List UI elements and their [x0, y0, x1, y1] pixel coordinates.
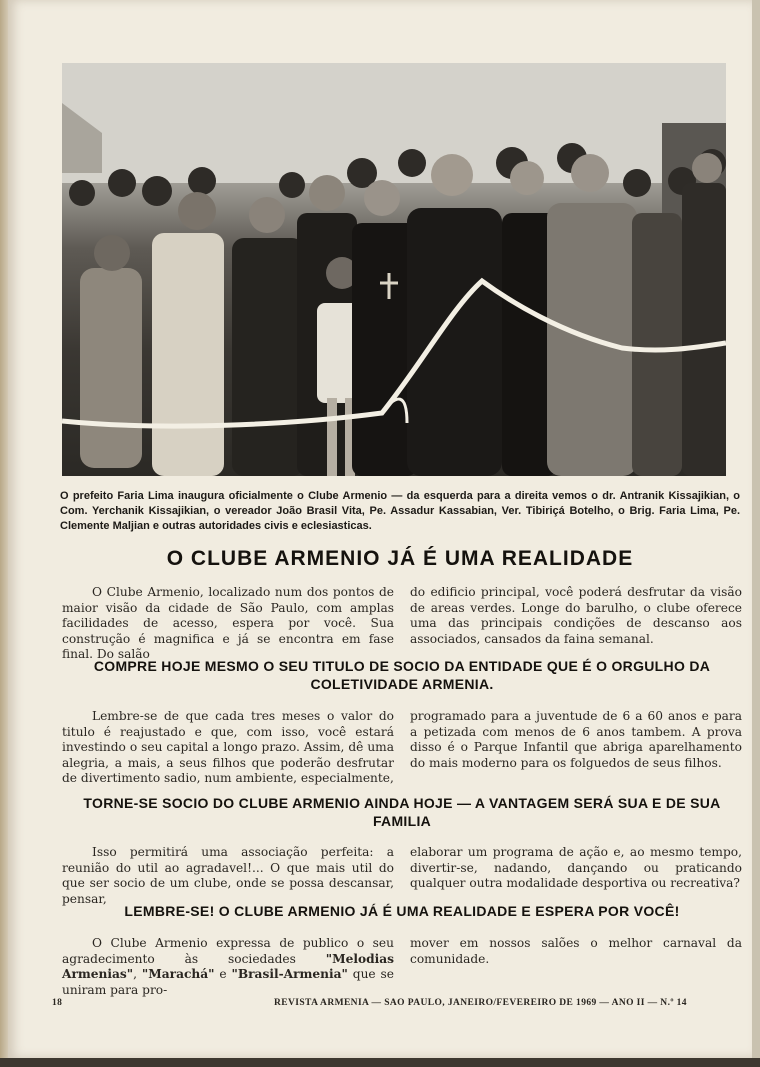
section-4-right-column — [410, 936, 742, 998]
text-span: e — [214, 967, 232, 981]
paragraph: Lembre-se de que cada tres meses o valor do titulo é reajustado e que, com isso, você estará investindo o seu capital a longo prazo. Assim, dê uma alegria, a mais, a seus filhos que poderão desfrutar de divertimento sadio, num ambiente, especialmente, — [62, 709, 394, 785]
paragraph: O Clube Armenio, localizado num dos pontos de maior visão da cidade de São Paulo, com amplas facilidades de acesso, espera por você. Sua construção é magnifica e já se encontra em fase final. Do salão — [62, 585, 394, 661]
photo-illustration — [62, 63, 726, 476]
subheading-2: TORNE-SE SOCIO DO CLUBE ARMENIO AINDA HOJE — A VANTAGEM SERÁ SUA E DE SUA FAMILIA — [83, 795, 721, 829]
paragraph: Isso permitirá uma associação perfeita: a reunião do util ao agradavel!... O que mais util do que ser socio de um clube, onde se possa descansar, pensar, — [62, 845, 394, 906]
society-name: "Melodias Armenias" — [62, 951, 394, 981]
section-3-left-column — [62, 845, 394, 907]
section-4-left-column — [62, 936, 394, 998]
photo-caption: O prefeito Faria Lima inaugura oficialmente o Clube Armenio — da esquerda para a direita vemos o dr. Antranik Kissajikian, o Com. Yerchanik Kissajikian, o vereador João Brasil Vita, Pe. Assadur Kassabian, Ver. Tibiriçá Botelho, o Brig. Faria Lima, Pe. Clemente Maljian e outras autoridades civis e eclesiasticas. — [60, 490, 740, 532]
society-name: "Marachá" — [141, 967, 215, 981]
subheading-1: COMPRE HOJE MESMO O SEU TITULO DE SOCIO DA ENTIDADE QUE É O ORGULHO DA COLETIVIDADE ARMENIA. — [93, 658, 711, 692]
section-2-left-column — [62, 709, 394, 787]
publication-line: REVISTA ARMENIA — SAO PAULO, JANEIRO/FEVEREIRO DE 1969 — ANO II — N.º 14 — [274, 998, 687, 1008]
section-4 — [62, 936, 742, 998]
section-1 — [62, 585, 742, 663]
paragraph: elaborar um programa de ação e, ao mesmo tempo, divertir-se, nadando, dançando ou praticando qualquer outra modalidade desportiva ou recreativa? — [410, 845, 742, 890]
inauguration-photo — [62, 63, 726, 476]
magazine-page — [8, 0, 752, 1058]
paragraph — [62, 936, 394, 998]
page-bottom-edge — [0, 1058, 760, 1067]
subheading-3: LEMBRE-SE! O CLUBE ARMENIO JÁ É UMA REALIDADE E ESPERA POR VOCÊ! — [124, 903, 680, 919]
text-span: O Clube Armenio expressa de publico o seu agradecimento às sociedades — [62, 936, 394, 966]
article-headline: O CLUBE ARMENIO JÁ É UMA REALIDADE — [166, 547, 634, 570]
text-span: que se uniram para pro- — [62, 967, 394, 997]
society-name: "Brasil-Armenia" — [231, 967, 348, 981]
paragraph: programado para a juventude de 6 a 60 anos e para a petizada com menos de 6 anos tambem. A prova disso é o Parque Infantil que abriga aparelhamento do mais moderno para os folguedos de seus filhos. — [410, 709, 742, 770]
paragraph: do edificio principal, você poderá desfrutar da visão de areas verdes. Longe do barulho, o clube oferece uma das principais condições de descanso aos associados, cansados da faina semanal. — [410, 585, 742, 646]
section-1-left-column — [62, 585, 394, 663]
section-1-right-column — [410, 585, 742, 663]
section-2-right-column — [410, 709, 742, 787]
section-3-right-column — [410, 845, 742, 907]
paragraph: mover em nossos salões o melhor carnaval da comunidade. — [410, 936, 742, 966]
section-3 — [62, 845, 742, 907]
page-number: 18 — [52, 998, 63, 1008]
section-2 — [62, 709, 742, 787]
text-span: , — [133, 967, 142, 981]
